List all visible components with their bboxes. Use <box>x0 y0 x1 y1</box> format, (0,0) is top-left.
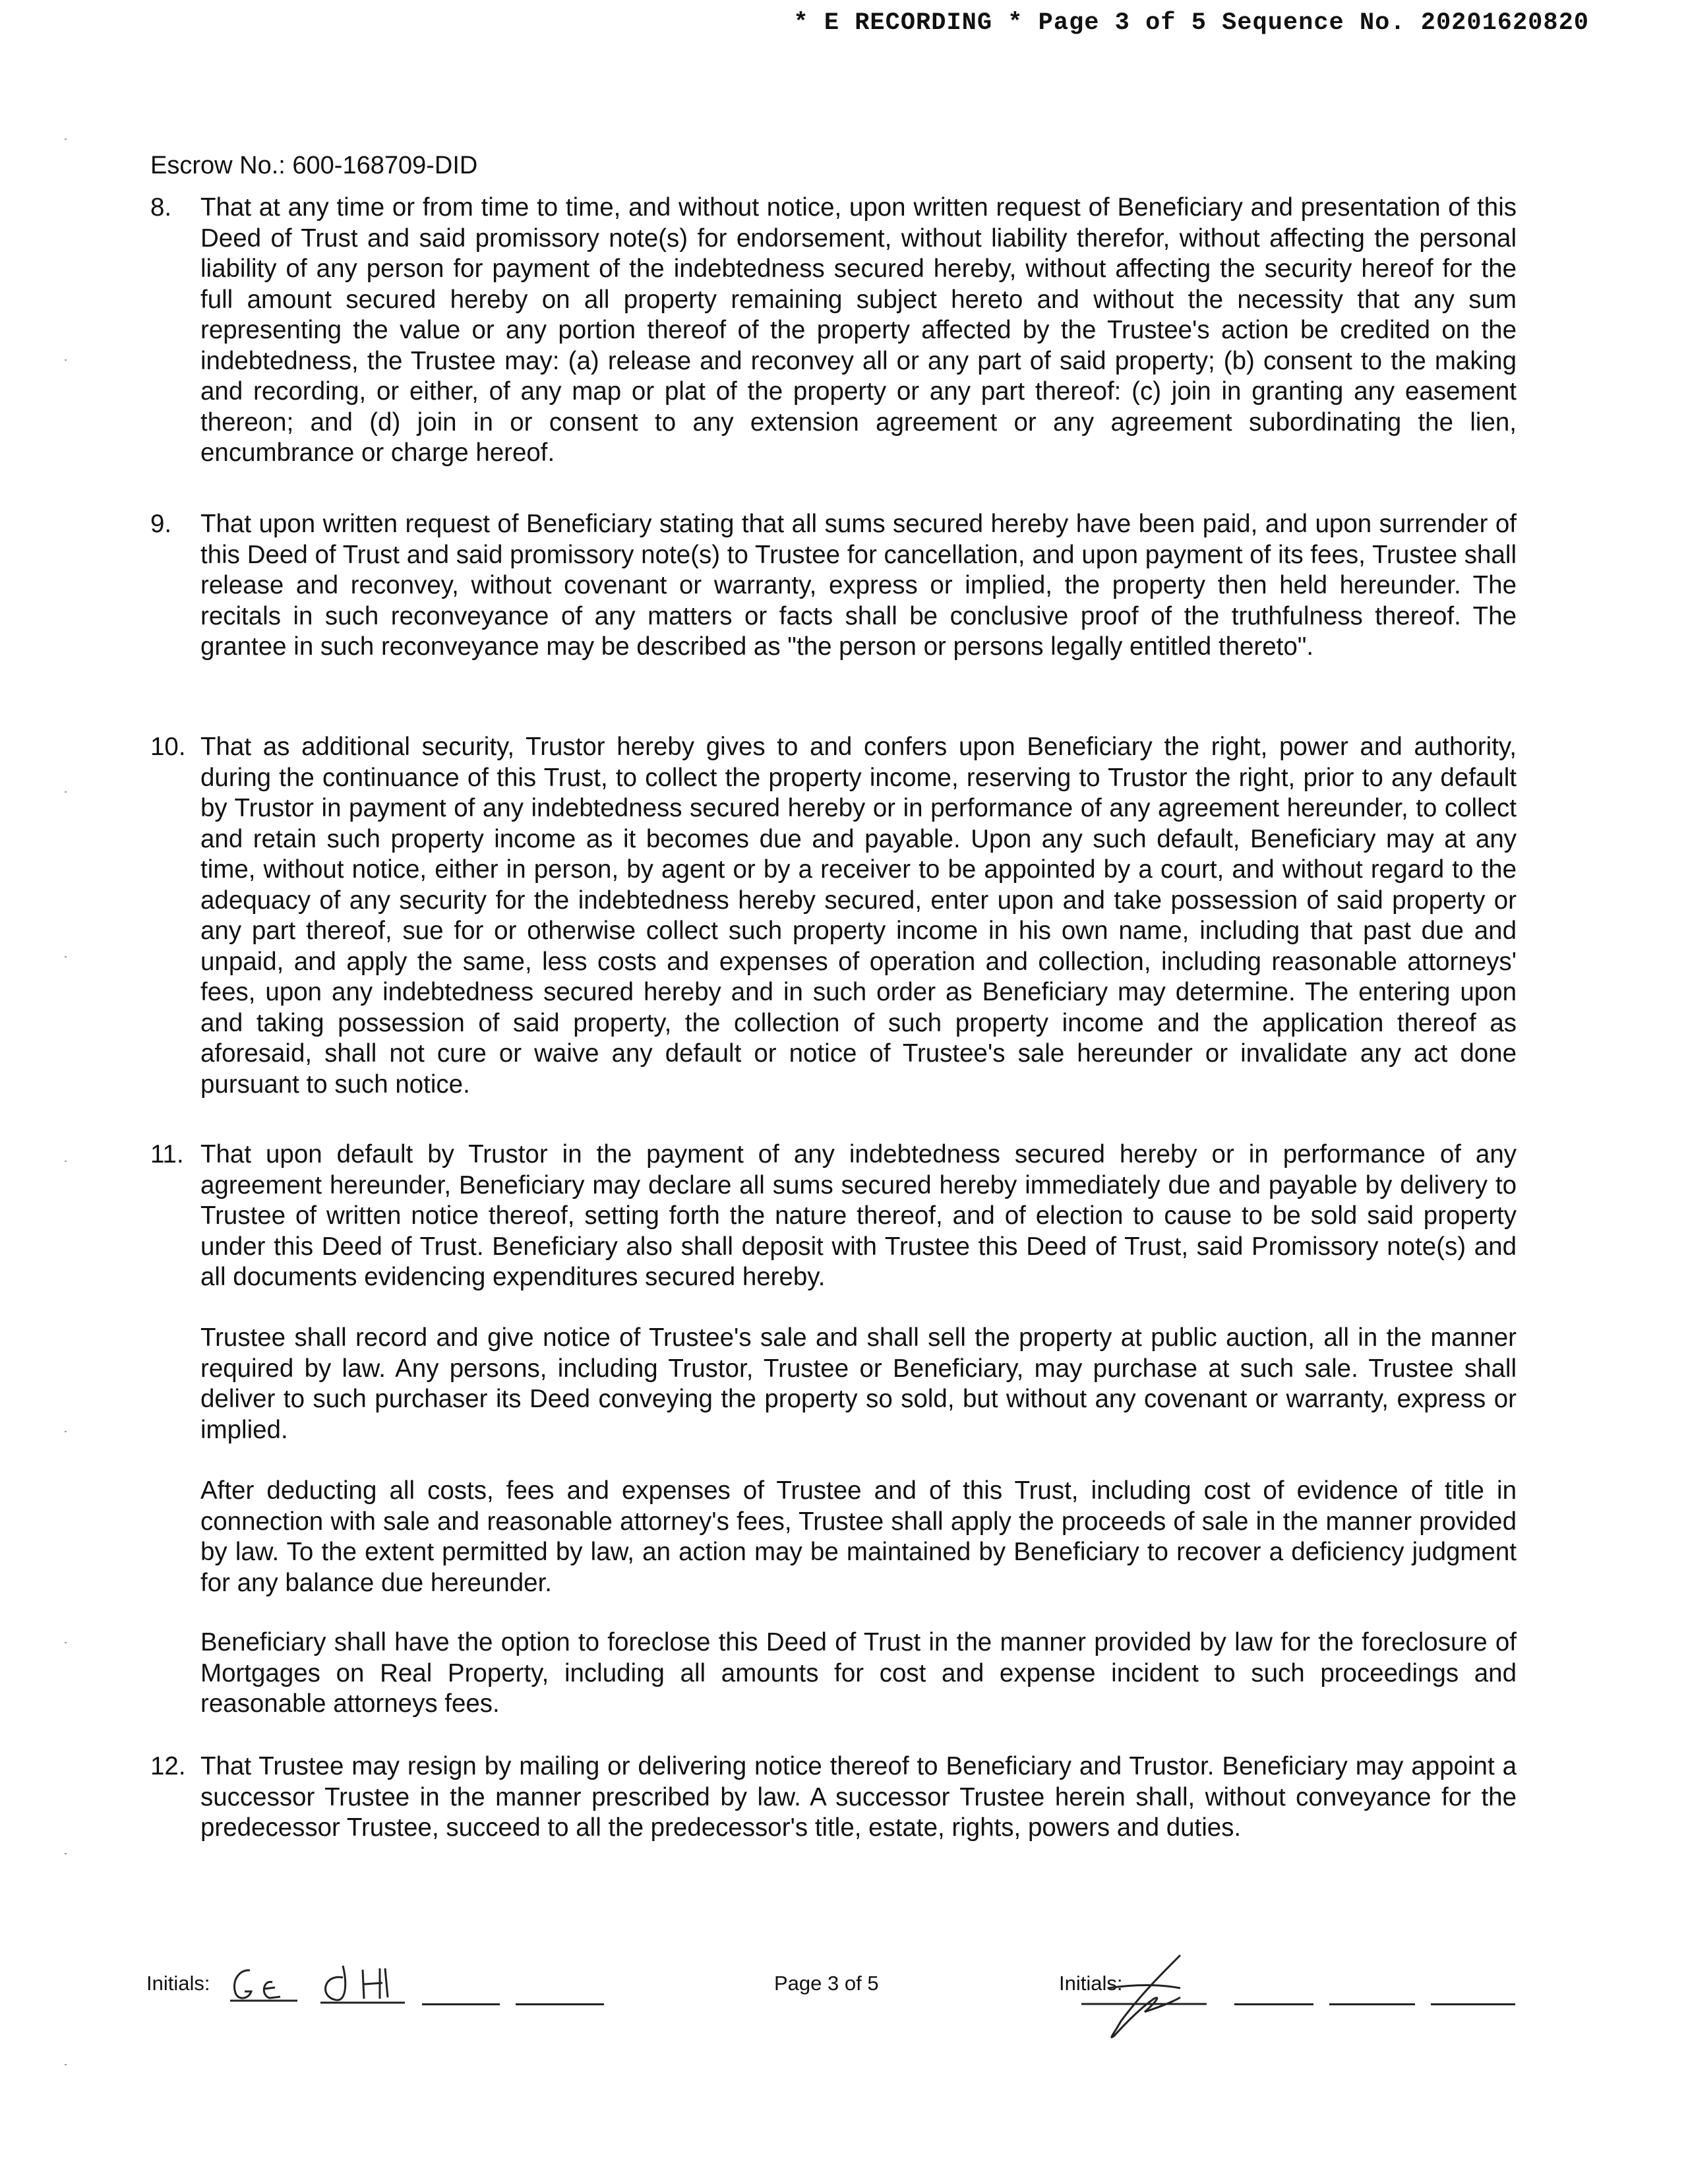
scan-speck <box>65 1853 67 1854</box>
scan-speck <box>65 1642 67 1643</box>
scan-speck <box>65 1161 67 1162</box>
escrow-line <box>150 150 477 181</box>
clause-8 <box>150 193 1517 469</box>
clause-10 <box>150 732 1517 1100</box>
scan-speck <box>65 359 67 361</box>
clause-text: That Trustee may resign by mailing or delivering notice thereof to Beneficiary and Trustor. Beneficiary may appoint a successor Trustee in the manner prescribed by law. A successor Trustee herein shall, without conveyance for the predecessor Trustee, succeed to all the predecessor's title, estate, rights, powers and duties. <box>200 1752 1517 1842</box>
initials-blank-line <box>1234 2003 1313 2005</box>
clause-number: 8. <box>150 193 172 222</box>
handwritten-initials-ge <box>227 1966 300 2006</box>
clause-12 <box>150 1751 1517 1844</box>
clause-number: 10. <box>150 733 186 761</box>
escrow-label: Escrow No.: <box>150 152 286 179</box>
clause-11-paragraph-foreclose: Beneficiary shall have the option to foreclose this Deed of Trust in the manner provided by law for the foreclosure of Mortgages on Real Property, including all amounts for cost and expense incident to such proceedings and reasonable attorneys fees. <box>200 1628 1517 1718</box>
handwritten-signature-mark <box>1081 1949 1213 2048</box>
handwritten-initials-dh <box>316 1962 409 2008</box>
clause-number: 9. <box>150 510 172 538</box>
clause-text: That as additional security, Trustor hereby gives to and confers upon Beneficiary the right, power and authority, during the continuance of this Trust, to collect the property income, reserving to Trustor the right, prior to any default by Trustor in payment of any indebtedness secured hereby or in performance of any agreement hereunder, to collect and retain such property income as it becomes due and payable. Upon any such default, Beneficiary may at any time, without notice, either in person, by agent or by a receiver to be appointed by a court, and without regard to the adequacy of any security for the indebtedness hereby secured, enter upon and take possession of said property or any part thereof, sue for or otherwise collect such property income in his own name, including that past due and unpaid, and apply the same, less costs and expenses of operation and collection, including reasonable attorneys' fees, upon any indebtedness secured hereby and in such order as Beneficiary may determine. The entering upon and taking possession of said property, the collection of such property income and the application thereof as aforesaid, shall not cure or waive any default or notice of Trustee's sale hereunder or invalidate any act done pursuant to such notice. <box>200 733 1517 1099</box>
initials-blank-line <box>516 2003 604 2005</box>
scan-speck <box>65 1431 67 1432</box>
initials-left-label: Initials: <box>146 1972 210 1995</box>
scan-speck <box>65 138 67 140</box>
scan-speck <box>65 2064 67 2065</box>
scan-speck <box>65 956 67 957</box>
initials-blank-line <box>1431 2003 1515 2005</box>
initials-blank-line <box>422 2003 500 2005</box>
recording-header: * E RECORDING * Page 3 of 5 Sequence No. 20201620820 <box>793 9 1589 37</box>
scan-speck <box>65 791 67 793</box>
clause-number: 11. <box>150 1140 184 1168</box>
escrow-number: 600-168709-DID <box>292 152 478 179</box>
clause-text: That at any time or from time to time, and without notice, upon written request of Beneficiary and presentation of this Deed of Trust and said promissory note(s) for endorsement, without liability therefor, without affecting the personal liability of any person for payment of the indebtedness secured hereby, without affecting the security hereof for the full amount secured hereby on all property remaining subject hereto and without the necessity that any sum representing the value or any portion thereof of the property affected by the Trustee's action be credited on the indebtedness, the Trustee may: (a) release and reconvey all or any part of said property; (b) consent to the making and recording, or either, of any map or plat of the property or any part thereof: (c) join in granting any easement thereon; and (d) join in or consent to any extension agreement or any agreement subordinating the lien, encumbrance or charge hereof. <box>200 193 1517 467</box>
initials-blank-line <box>1329 2003 1415 2005</box>
clause-number: 12. <box>150 1752 186 1780</box>
initials-right-label: Initials: <box>1059 1972 1123 1995</box>
page-number: Page 3 of 5 <box>774 1972 879 1995</box>
clause-text: That upon default by Trustor in the payment of any indebtedness secured hereby or in performance of any agreement hereunder, Beneficiary may declare all sums secured hereby immediately due and payable by delivery to Trustee of written notice thereof, setting forth the nature thereof, and of election to cause to be sold said property under this Deed of Trust. Beneficiary also shall deposit with Trustee this Deed of Trust, said Promissory note(s) and all documents evidencing expenditures secured hereby. <box>200 1140 1517 1291</box>
clause-11 <box>150 1139 1517 1293</box>
clause-text: That upon written request of Beneficiary stating that all sums secured hereby have been paid, and upon surrender of this Deed of Trust and said promissory note(s) to Trustee for cancellation, and upon payment of its fees, Trustee shall release and reconvey, without covenant or warranty, express or implied, the property then held hereunder. The recitals in such reconveyance of any matters or facts shall be conclusive proof of the truthfulness thereof. The grantee in such reconveyance may be described as "the person or persons legally entitled thereto". <box>200 510 1517 661</box>
clause-11-paragraph-proceeds: After deducting all costs, fees and expenses of Trustee and of this Trust, including cost of evidence of title in connection with sale and reasonable attorney's fees, Trustee shall apply the proceeds of sale in the manner provided by law. To the extent permitted by law, an action may be maintained by Beneficiary to recover a deficiency judgment for any balance due hereunder. <box>200 1476 1517 1597</box>
clause-11-paragraph-sale: Trustee shall record and give notice of Trustee's sale and shall sell the property at public auction, all in the manner required by law. Any persons, including Trustor, Trustee or Beneficiary, may purchase at such sale. Trustee shall deliver to such purchaser its Deed conveying the property so sold, but without any covenant or warranty, express or implied. <box>200 1323 1517 1444</box>
clause-9 <box>150 509 1517 663</box>
